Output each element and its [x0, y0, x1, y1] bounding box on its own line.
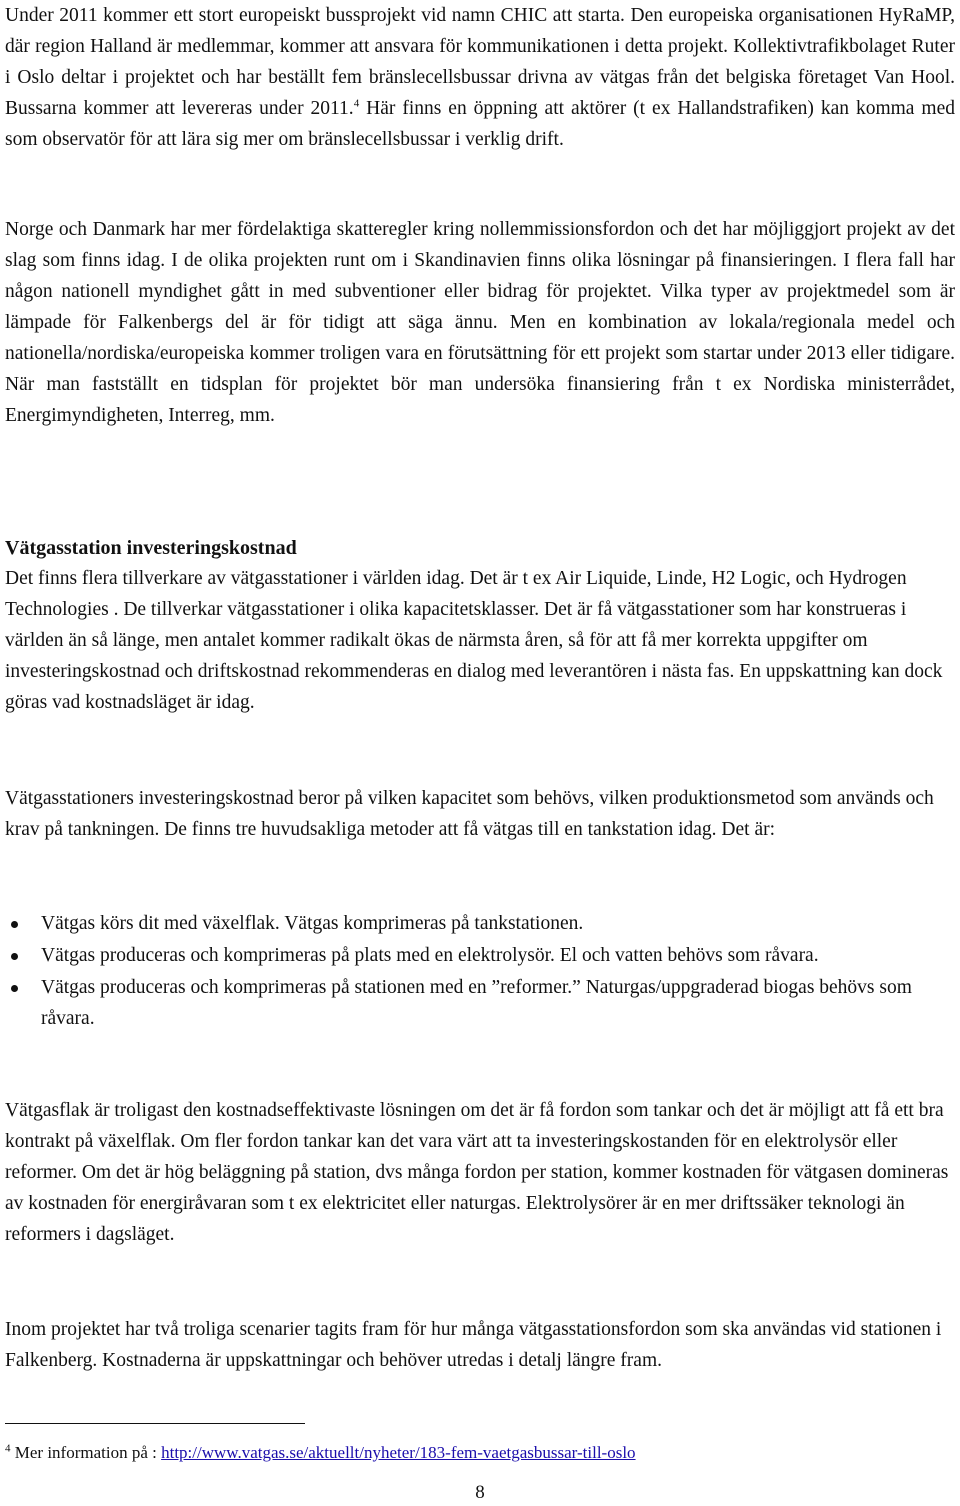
page-number: 8	[475, 1482, 485, 1503]
bullet-icon	[11, 985, 18, 992]
section-heading: Vätgasstation investeringskostnad	[5, 537, 297, 559]
paragraph-financing: Norge och Danmark har mer fördelaktiga skatteregler kring nollemmissionsfordon och det har möjliggjort projekt av det slag som finns idag. I de olika projekten runt om i Skandinavien finns olika lösningar på finansieringen. I flera fall har någon nationell myndighet gått in med subventioner eller bidrag för projektet. Vilka typer av projektmedel som är lämpade för Falkenbergs del är för tidigt att säga ännu. Men en kombination av lokala/regionala medel och nationella/nordiska/europeiska kommer troligen vara en förutsättning för ett projekt som startar under 2013 eller tidigare. När man fastställt en tidsplan för projektet bör man undersöka finansiering från t ex Nordiska ministerrådet, Energimyndigheten, Interreg, mm.	[5, 219, 955, 426]
paragraph-investment-cost: Vätgasstationers investeringskostnad beror på vilken kapacitet som behövs, vilken produktionsmetod som används och krav på tankningen. De finns tre huvudsakliga metoder att få vätgas till en tankstation idag. Det är:	[5, 788, 934, 840]
bullet-icon	[11, 953, 18, 960]
list-item-text: Vätgas produceras och komprimeras på plats med en elektrolysör. El och vatten behövs som råvara.	[41, 945, 819, 966]
list-item	[0, 972, 921, 1034]
footnote-text: Mer information på :	[10, 1443, 162, 1462]
list-item	[0, 940, 921, 971]
footnote-divider	[5, 1423, 305, 1424]
footnote	[5, 1440, 636, 1466]
footnote-link[interactable]: http://www.vatgas.se/aktuellt/nyheter/183-fem-vaetgasbussar-till-oslo	[161, 1443, 636, 1462]
list-item-text: Vätgas körs dit med växelflak. Vätgas komprimeras på tankstationen.	[41, 913, 584, 934]
paragraph-hydrogen-trailer: Vätgasflak är troligast den kostnadseffektivaste lösningen om det är få fordon som tankar och det är möjligt att få ett bra kontrakt på växelflak. Om fler fordon tankar kan det vara värt att ta investeringskostanden för en elektrolysör eller reformer. Om det är hög beläggning på station, dvs många fordon per station, kommer kostnaden för vätgasen domineras av kostnaden för energiråvaran som t ex elektricitet eller naturgas. Elektrolysörer är en mer driftssäker teknologi än reformers i dagsläget.	[5, 1100, 949, 1245]
bullet-icon	[11, 921, 18, 928]
paragraph-manufacturers: Det finns flera tillverkare av vätgasstationer i världen idag. Det är t ex Air Liquide, Linde, H2 Logic, och Hydrogen Technologies . De tillverkar vätgasstationer i olika kapacitetsklasser. Det är få vätgasstationer som har konstrueras i världen än så länge, men antalet kommer radikalt ökas de närmsta åren, så för att få mer korrekta uppgifter om investeringskostnad och driftskostnad rekommenderas en dialog med leverantören i nästa fas. En uppskattning kan dock göras vad kostnadsläget är idag.	[5, 568, 943, 713]
paragraph-scenarios: Inom projektet har två troliga scenarier tagits fram för hur många vätgasstationsfordon som ska användas vid stationen i Falkenberg. Kostnaderna är uppskattningar och behöver utredas i detalj längre fram.	[5, 1319, 942, 1371]
list-item-text: Vätgas produceras och komprimeras på stationen med en ”reformer.” Naturgas/uppgraderad biogas behövs som råvara.	[41, 977, 912, 1029]
paragraph-text: Under 2011 kommer ett stort europeiskt bussprojekt vid namn CHIC att starta. Den europeiska organisationen HyRaMP, där region Halland är medlemmar, kommer att ansvara för kommunikationen i detta projekt. Kollektivtrafikbolaget Ruter i Oslo deltar i projektet och har beställt fem bränslecellsbussar drivna av vätgas från det belgiska företaget Van Hool. Bussarna kommer att levereras under 2011.	[5, 5, 955, 119]
footnote-mark: 4	[5, 1442, 11, 1455]
list-item	[0, 908, 921, 939]
paragraph-chic-project	[5, 0, 955, 155]
footnote-reference: 4	[353, 97, 360, 110]
methods-list	[0, 908, 960, 1034]
paragraph-text: Här finns en öppning att aktörer (t ex Hallandstrafiken) kan komma med som observatör för att lära sig mer om bränslecellsbussar i verklig drift.	[5, 98, 955, 150]
